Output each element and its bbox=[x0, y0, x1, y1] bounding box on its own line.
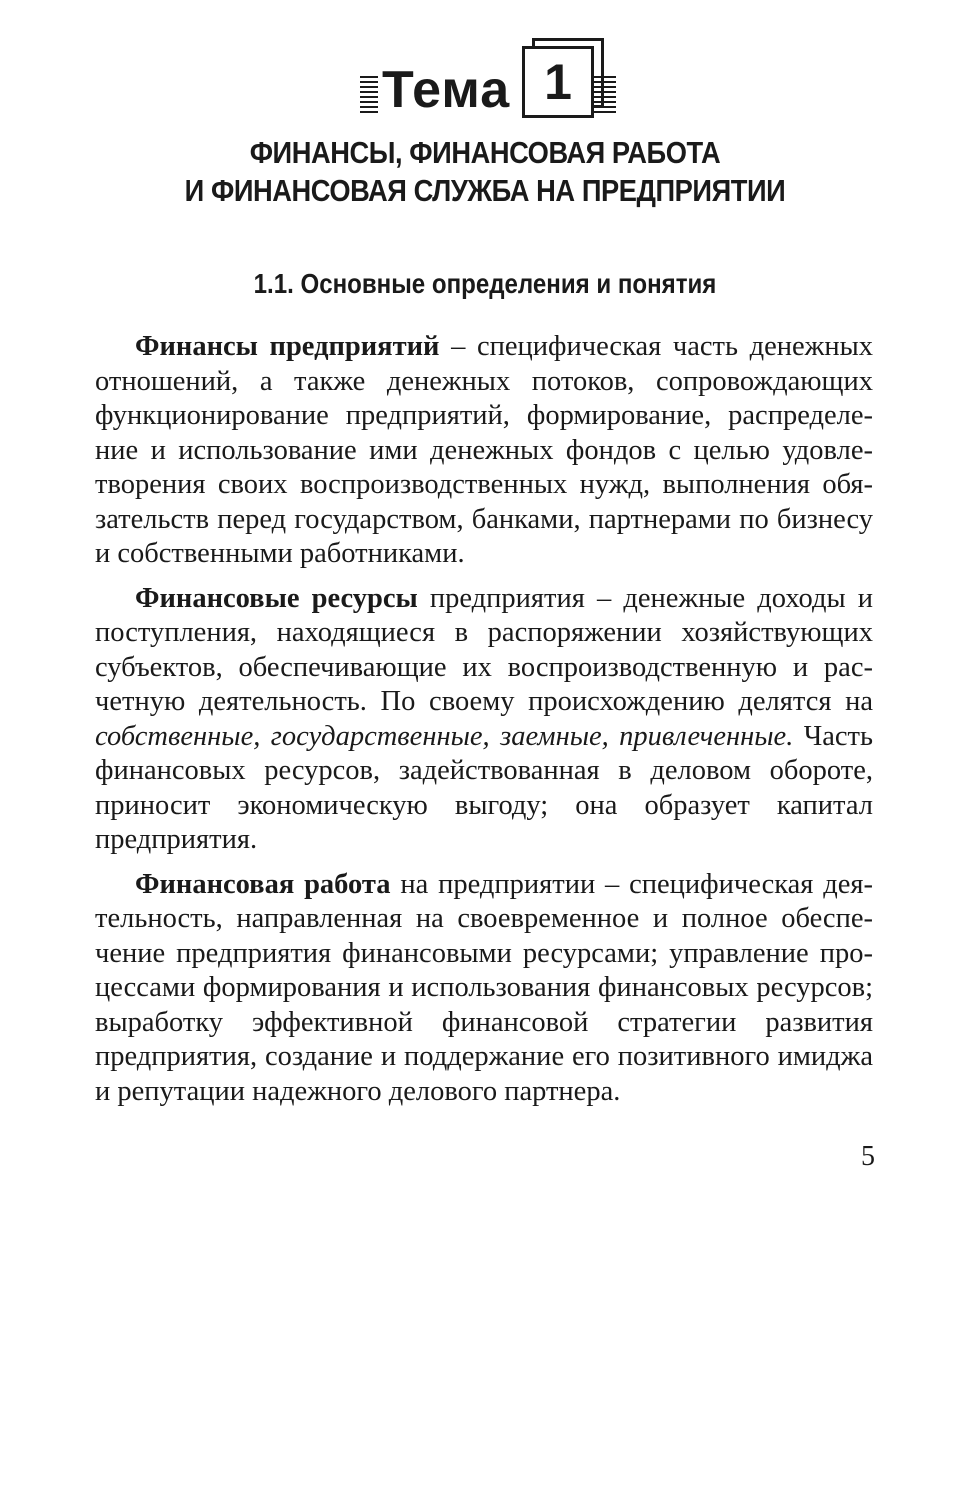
topic-label: Тема bbox=[382, 61, 511, 119]
paragraph-financial-resources bbox=[95, 582, 873, 858]
paragraph-finances bbox=[95, 330, 873, 572]
decorative-stripes-left bbox=[360, 76, 378, 116]
resource-types: собственные, государственные, заемные, привлеченные. bbox=[95, 720, 794, 752]
topic-header bbox=[360, 30, 630, 119]
definition-financial-resources-part-1: предприятия – денежные доходы и поступления, находящиеся в распоряжении хозяйствующих субъектов, обеспечивающие их воспроизводственную и расчетную деятельность. По своему происхождению делятся на bbox=[95, 582, 873, 717]
chapter-title-line-1: ФИНАНСЫ, ФИНАНСОВАЯ РАБОТА bbox=[249, 135, 721, 170]
chapter-title-line-2: И ФИНАНСОВАЯ СЛУЖБА НА ПРЕДПРИЯТИИ bbox=[184, 173, 786, 208]
section-heading: 1.1. Основные определения и понятия bbox=[253, 268, 717, 299]
paragraph-financial-work bbox=[95, 868, 873, 1110]
term-financial-resources: Финансовые ресурсы bbox=[135, 582, 418, 614]
term-financial-work: Финансовая работа bbox=[135, 868, 391, 900]
decorative-stripes-right bbox=[594, 76, 616, 116]
topic-number: 1 bbox=[522, 46, 594, 118]
definition-financial-work: на предприятии – специфическая деятельность, направленная на своевременное и полное обеспечение предприятия финансовыми ресурсами; управление процессами формирования и использования финансовых ресурсов; выработку эффективной финансовой стратегии развития предприятия, создание и поддержание его позитивного имиджа и репутации надежного делового партнера. bbox=[95, 868, 873, 1107]
chapter-title bbox=[142, 134, 828, 210]
definition-financial-resources-part-2: Часть финансовых ресурсов, задействованная в деловом обороте, приносит экономическую выгоду; она образует капитал предприятия. bbox=[95, 720, 873, 855]
definition-finances: – специфическая часть денежных отношений, а также денежных потоков, сопровождающих функционирование предприятий, формирование, распределение и использование ими денежных фондов с целью удовлетворения своих воспроизводственных нужд, выполнения обязательств перед государством, банками, партнерами по бизнесу и собственными работниками. bbox=[95, 331, 873, 569]
body-text bbox=[95, 330, 873, 1119]
term-finances: Финансы предприятий bbox=[135, 331, 440, 362]
page-number: 5 bbox=[861, 1141, 875, 1172]
